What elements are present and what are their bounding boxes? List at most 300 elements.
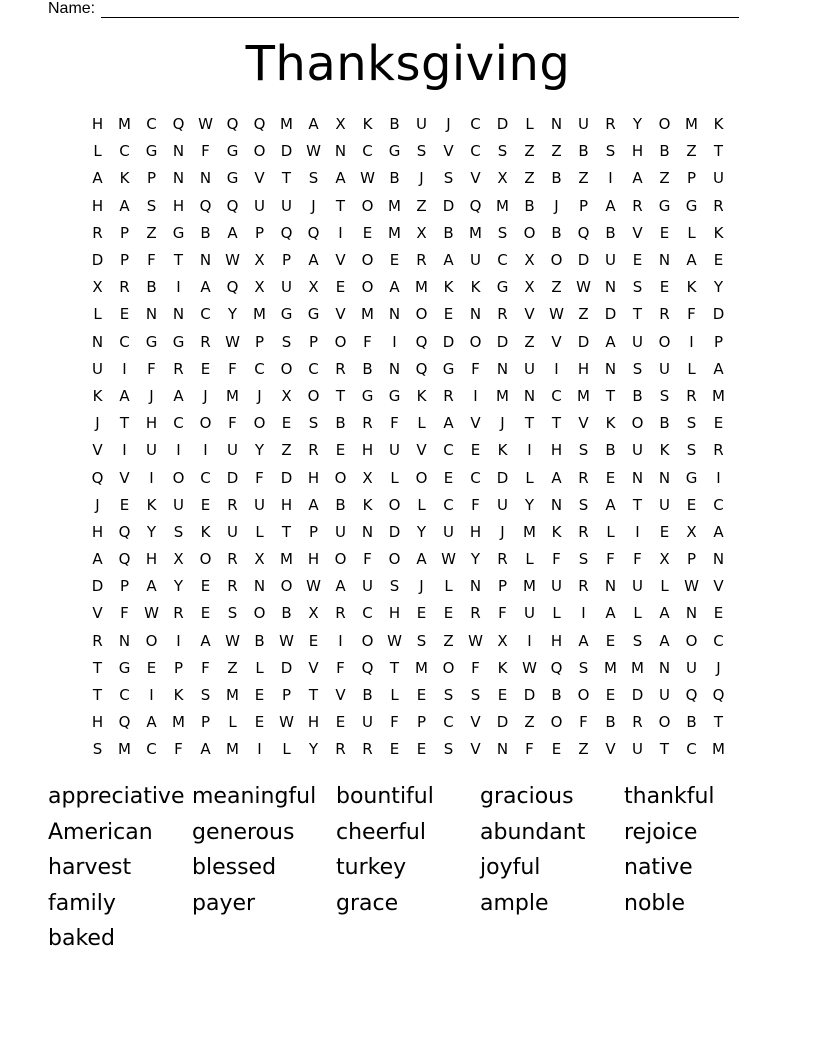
grid-letter: Z: [146, 223, 157, 242]
grid-letter: B: [605, 441, 616, 460]
grid-letter: M: [226, 686, 239, 705]
grid-letter: X: [173, 550, 184, 569]
grid-letter: S: [686, 441, 697, 460]
grid-letter: E: [686, 495, 697, 514]
grid-letter: C: [119, 686, 130, 705]
grid-letter: E: [713, 604, 724, 623]
grid-letter: W: [144, 604, 159, 623]
grid-letter: B: [200, 223, 211, 242]
grid-letter: U: [659, 686, 670, 705]
word-list-item: appreciative: [48, 784, 185, 809]
grid-letter: F: [471, 658, 480, 677]
grid-letter: U: [551, 577, 562, 596]
grid-letter: F: [147, 359, 156, 378]
grid-letter: I: [608, 169, 613, 188]
grid-letter: R: [497, 305, 508, 324]
grid-letter: Q: [577, 223, 590, 242]
grid-letter: S: [686, 414, 697, 433]
grid-letter: B: [605, 223, 616, 242]
grid-letter: A: [200, 631, 211, 650]
grid-letter: Y: [254, 441, 265, 460]
grid-letter: Q: [685, 686, 698, 705]
grid-letter: P: [119, 251, 130, 270]
grid-letter: X: [92, 278, 103, 297]
grid-letter: M: [172, 713, 185, 732]
grid-letter: F: [633, 550, 642, 569]
grid-letter: E: [389, 251, 400, 270]
grid-letter: N: [604, 359, 617, 378]
grid-letter: F: [687, 305, 696, 324]
grid-letter: C: [119, 332, 130, 351]
grid-letter: A: [389, 278, 400, 297]
grid-letter: E: [416, 604, 427, 623]
grid-letter: Q: [118, 522, 131, 541]
grid-letter: Q: [307, 223, 320, 242]
grid-letter: R: [605, 115, 616, 134]
grid-letter: W: [387, 631, 402, 650]
grid-letter: S: [497, 142, 508, 161]
word-list-item: thankful: [624, 784, 715, 809]
grid-letter: O: [469, 332, 482, 351]
grid-letter: H: [361, 441, 374, 460]
grid-letter: I: [635, 522, 640, 541]
grid-letter: Z: [524, 332, 535, 351]
grid-letter: E: [605, 468, 616, 487]
grid-letter: A: [227, 223, 238, 242]
grid-letter: E: [470, 441, 481, 460]
grid-row: [84, 464, 732, 491]
grid-letter: O: [550, 251, 563, 270]
grid-letter: O: [658, 115, 671, 134]
grid-letter: F: [201, 142, 210, 161]
word-list-item: bountiful: [336, 784, 434, 809]
grid-letter: N: [469, 577, 482, 596]
grid-letter: T: [308, 686, 319, 705]
grid-letter: B: [632, 386, 643, 405]
grid-letter: N: [91, 332, 104, 351]
grid-letter: R: [227, 577, 238, 596]
grid-letter: P: [119, 223, 130, 242]
grid-letter: M: [631, 658, 644, 677]
grid-letter: R: [92, 631, 103, 650]
grid-letter: G: [388, 386, 401, 405]
grid-letter: L: [282, 740, 291, 759]
grid-letter: V: [713, 577, 724, 596]
grid-letter: G: [442, 359, 455, 378]
grid-letter: I: [716, 468, 721, 487]
grid-letter: F: [606, 550, 615, 569]
grid-letter: C: [470, 115, 481, 134]
grid-letter: G: [118, 658, 131, 677]
grid-letter: N: [550, 495, 563, 514]
grid-row: [84, 301, 732, 328]
grid-letter: N: [388, 305, 401, 324]
grid-letter: E: [119, 305, 130, 324]
grid-letter: M: [118, 115, 131, 134]
grid-letter: L: [606, 522, 615, 541]
grid-letter: Y: [524, 495, 535, 514]
grid-letter: R: [632, 196, 643, 215]
grid-letter: V: [335, 686, 346, 705]
grid-letter: P: [254, 332, 265, 351]
grid-letter: F: [498, 604, 507, 623]
grid-letter: N: [199, 251, 212, 270]
grid-letter: N: [118, 631, 131, 650]
grid-letter: H: [91, 713, 104, 732]
word-list-item: ample: [480, 890, 549, 916]
grid-letter: A: [605, 196, 616, 215]
word-list-item: meaningful: [192, 784, 317, 809]
grid-letter: M: [712, 386, 725, 405]
grid-letter: R: [578, 522, 589, 541]
grid-letter: Z: [659, 169, 670, 188]
grid-letter: A: [713, 359, 724, 378]
grid-letter: K: [470, 278, 481, 297]
grid-letter: Q: [226, 115, 239, 134]
grid-letter: U: [227, 522, 238, 541]
grid-letter: E: [146, 658, 157, 677]
grid-letter: T: [659, 740, 670, 759]
grid-letter: H: [307, 550, 320, 569]
grid-letter: X: [416, 223, 427, 242]
grid-letter: T: [173, 251, 184, 270]
grid-row: [84, 356, 732, 383]
grid-letter: S: [173, 522, 184, 541]
grid-letter: N: [172, 142, 185, 161]
grid-letter: J: [419, 577, 424, 596]
grid-letter: J: [95, 495, 100, 514]
grid-letter: H: [577, 359, 590, 378]
grid-letter: G: [685, 468, 698, 487]
grid-letter: I: [176, 278, 181, 297]
grid-letter: C: [497, 251, 508, 270]
grid-letter: J: [500, 414, 505, 433]
grid-letter: A: [713, 522, 724, 541]
grid-letter: U: [362, 577, 373, 596]
word-list-item: blessed: [192, 855, 277, 880]
grid-letter: F: [120, 604, 129, 623]
grid-letter: W: [225, 631, 240, 650]
grid-letter: F: [363, 550, 372, 569]
grid-letter: S: [578, 441, 589, 460]
word-list-item: noble: [624, 890, 686, 916]
grid-letter: M: [361, 305, 374, 324]
grid-letter: N: [685, 604, 698, 623]
grid-letter: V: [470, 713, 481, 732]
grid-letter: F: [255, 468, 264, 487]
grid-letter: O: [415, 305, 428, 324]
grid-letter: J: [554, 196, 559, 215]
name-field[interactable]: [48, 0, 748, 18]
grid-letter: E: [632, 251, 643, 270]
grid-letter: K: [146, 495, 157, 514]
grid-letter: L: [525, 115, 534, 134]
grid-letter: U: [281, 278, 292, 297]
grid-letter: E: [416, 740, 427, 759]
grid-letter: K: [119, 169, 130, 188]
grid-letter: G: [172, 223, 185, 242]
grid-letter: A: [632, 169, 643, 188]
grid-letter: C: [443, 495, 454, 514]
grid-letter: Y: [173, 577, 184, 596]
grid-letter: P: [119, 577, 130, 596]
grid-letter: F: [228, 414, 237, 433]
grid-letter: A: [659, 631, 670, 650]
grid-letter: D: [496, 332, 509, 351]
grid-letter: C: [362, 142, 373, 161]
grid-letter: M: [523, 577, 536, 596]
grid-letter: U: [632, 332, 643, 351]
grid-letter: U: [632, 740, 643, 759]
grid-letter: E: [497, 686, 508, 705]
grid-letter: G: [226, 142, 239, 161]
grid-letter: W: [225, 251, 240, 270]
grid-letter: C: [443, 441, 454, 460]
word-list-item: grace: [336, 890, 399, 916]
grid-letter: O: [361, 251, 374, 270]
grid-letter: E: [416, 686, 427, 705]
grid-letter: N: [658, 468, 671, 487]
grid-letter: N: [361, 522, 374, 541]
grid-row: [84, 546, 732, 573]
grid-letter: L: [390, 686, 399, 705]
grid-letter: I: [392, 332, 397, 351]
grid-letter: L: [417, 495, 426, 514]
grid-letter: R: [308, 441, 319, 460]
grid-letter: J: [149, 386, 154, 405]
grid-letter: I: [257, 740, 262, 759]
grid-letter: S: [497, 223, 508, 242]
grid-letter: E: [443, 604, 454, 623]
grid-letter: D: [712, 305, 725, 324]
grid-letter: L: [687, 223, 696, 242]
grid-letter: A: [686, 251, 697, 270]
grid-letter: P: [416, 713, 427, 732]
grid-letter: K: [605, 414, 616, 433]
grid-letter: X: [524, 278, 535, 297]
grid-letter: B: [551, 169, 562, 188]
grid-letter: M: [523, 522, 536, 541]
grid-letter: N: [550, 115, 563, 134]
grid-letter: W: [684, 577, 699, 596]
grid-row: [84, 274, 732, 301]
grid-letter: S: [470, 686, 481, 705]
grid-letter: P: [497, 577, 508, 596]
grid-letter: L: [525, 468, 534, 487]
grid-letter: B: [362, 686, 373, 705]
grid-letter: E: [389, 740, 400, 759]
grid-letter: E: [605, 631, 616, 650]
grid-letter: C: [254, 359, 265, 378]
grid-letter: B: [686, 713, 697, 732]
grid-letter: R: [659, 305, 670, 324]
grid-letter: M: [415, 658, 428, 677]
grid-letter: H: [145, 414, 158, 433]
grid-letter: C: [551, 386, 562, 405]
grid-letter: Z: [227, 658, 238, 677]
grid-letter: A: [443, 414, 454, 433]
grid-letter: H: [91, 522, 104, 541]
grid-letter: N: [469, 305, 482, 324]
grid-letter: K: [497, 658, 508, 677]
grid-letter: E: [659, 278, 670, 297]
grid-letter: H: [631, 142, 644, 161]
grid-letter: Z: [686, 142, 697, 161]
grid-letter: D: [388, 522, 401, 541]
grid-letter: I: [176, 441, 181, 460]
grid-letter: A: [146, 713, 157, 732]
grid-letter: J: [311, 196, 316, 215]
grid-letter: W: [576, 278, 591, 297]
grid-letter: K: [200, 522, 211, 541]
word-list-item: American: [48, 819, 153, 845]
grid-letter: F: [471, 359, 480, 378]
grid-letter: U: [254, 196, 265, 215]
grid-row: [84, 709, 732, 736]
grid-letter: B: [443, 223, 454, 242]
grid-letter: G: [145, 142, 158, 161]
grid-letter: R: [200, 332, 211, 351]
grid-letter: F: [336, 658, 345, 677]
grid-letter: N: [712, 550, 725, 569]
grid-letter: G: [658, 196, 671, 215]
grid-letter: U: [578, 115, 589, 134]
grid-letter: V: [470, 414, 481, 433]
grid-letter: S: [92, 740, 103, 759]
grid-letter: N: [388, 359, 401, 378]
grid-letter: L: [255, 658, 264, 677]
grid-letter: S: [416, 142, 427, 161]
grid-letter: X: [308, 278, 319, 297]
grid-letter: D: [280, 468, 293, 487]
grid-letter: T: [632, 305, 643, 324]
grid-letter: S: [632, 359, 643, 378]
grid-letter: O: [199, 414, 212, 433]
grid-letter: J: [446, 115, 451, 134]
grid-letter: O: [685, 631, 698, 650]
grid-letter: I: [338, 631, 343, 650]
grid-letter: L: [660, 577, 669, 596]
grid-letter: M: [415, 278, 428, 297]
grid-letter: R: [227, 495, 238, 514]
grid-letter: M: [388, 223, 401, 242]
grid-letter: X: [659, 550, 670, 569]
grid-letter: P: [254, 223, 265, 242]
grid-letter: F: [579, 713, 588, 732]
grid-letter: L: [93, 305, 102, 324]
grid-letter: A: [443, 251, 454, 270]
grid-letter: N: [658, 251, 671, 270]
grid-letter: O: [388, 495, 401, 514]
grid-letter: B: [146, 278, 157, 297]
grid-letter: S: [578, 495, 589, 514]
grid-letter: E: [362, 223, 373, 242]
grid-letter: I: [527, 631, 532, 650]
grid-letter: T: [524, 414, 535, 433]
grid-letter: R: [335, 359, 346, 378]
grid-letter: W: [225, 332, 240, 351]
grid-row: [84, 492, 732, 519]
grid-letter: V: [470, 740, 481, 759]
grid-letter: O: [523, 223, 536, 242]
grid-letter: Q: [226, 196, 239, 215]
grid-letter: V: [335, 251, 346, 270]
grid-letter: E: [443, 305, 454, 324]
grid-letter: V: [308, 658, 319, 677]
grid-letter: S: [659, 386, 670, 405]
grid-letter: L: [633, 604, 642, 623]
grid-letter: H: [550, 631, 563, 650]
grid-letter: R: [173, 604, 184, 623]
grid-letter: D: [631, 686, 644, 705]
grid-letter: X: [254, 278, 265, 297]
grid-letter: E: [200, 604, 211, 623]
grid-letter: D: [91, 577, 104, 596]
grid-letter: U: [659, 359, 670, 378]
grid-letter: U: [389, 441, 400, 460]
name-underline[interactable]: [101, 3, 739, 18]
grid-letter: C: [686, 740, 697, 759]
grid-letter: T: [119, 414, 130, 433]
grid-letter: F: [147, 251, 156, 270]
grid-letter: H: [307, 468, 320, 487]
grid-letter: R: [713, 196, 724, 215]
grid-row: [84, 138, 732, 165]
word-list-item: rejoice: [624, 819, 698, 845]
grid-letter: V: [605, 740, 616, 759]
grid-letter: Q: [226, 278, 239, 297]
grid-letter: D: [496, 115, 509, 134]
grid-letter: P: [308, 332, 319, 351]
grid-letter: D: [280, 658, 293, 677]
grid-letter: U: [497, 495, 508, 514]
grid-letter: J: [500, 522, 505, 541]
grid-letter: G: [496, 278, 509, 297]
grid-letter: M: [685, 115, 698, 134]
grid-letter: D: [226, 468, 239, 487]
grid-letter: I: [581, 604, 586, 623]
grid-letter: Q: [118, 713, 131, 732]
grid-letter: N: [658, 658, 671, 677]
grid-letter: U: [659, 495, 670, 514]
grid-letter: D: [442, 196, 455, 215]
grid-row: [84, 573, 732, 600]
grid-row: [84, 600, 732, 627]
grid-letter: F: [174, 740, 183, 759]
grid-letter: F: [363, 332, 372, 351]
grid-letter: K: [443, 278, 454, 297]
grid-letter: O: [442, 658, 455, 677]
grid-letter: P: [173, 658, 184, 677]
grid-letter: F: [201, 658, 210, 677]
grid-letter: O: [415, 468, 428, 487]
grid-letter: Y: [632, 115, 643, 134]
grid-letter: S: [389, 577, 400, 596]
grid-letter: O: [658, 713, 671, 732]
grid-letter: O: [307, 386, 320, 405]
grid-letter: I: [554, 359, 559, 378]
grid-letter: C: [362, 604, 373, 623]
grid-letter: B: [362, 359, 373, 378]
grid-letter: F: [525, 740, 534, 759]
grid-letter: F: [390, 713, 399, 732]
grid-letter: O: [253, 414, 266, 433]
grid-letter: U: [335, 522, 346, 541]
grid-letter: W: [549, 305, 564, 324]
grid-letter: C: [146, 115, 157, 134]
grid-letter: K: [497, 441, 508, 460]
grid-letter: S: [308, 414, 319, 433]
